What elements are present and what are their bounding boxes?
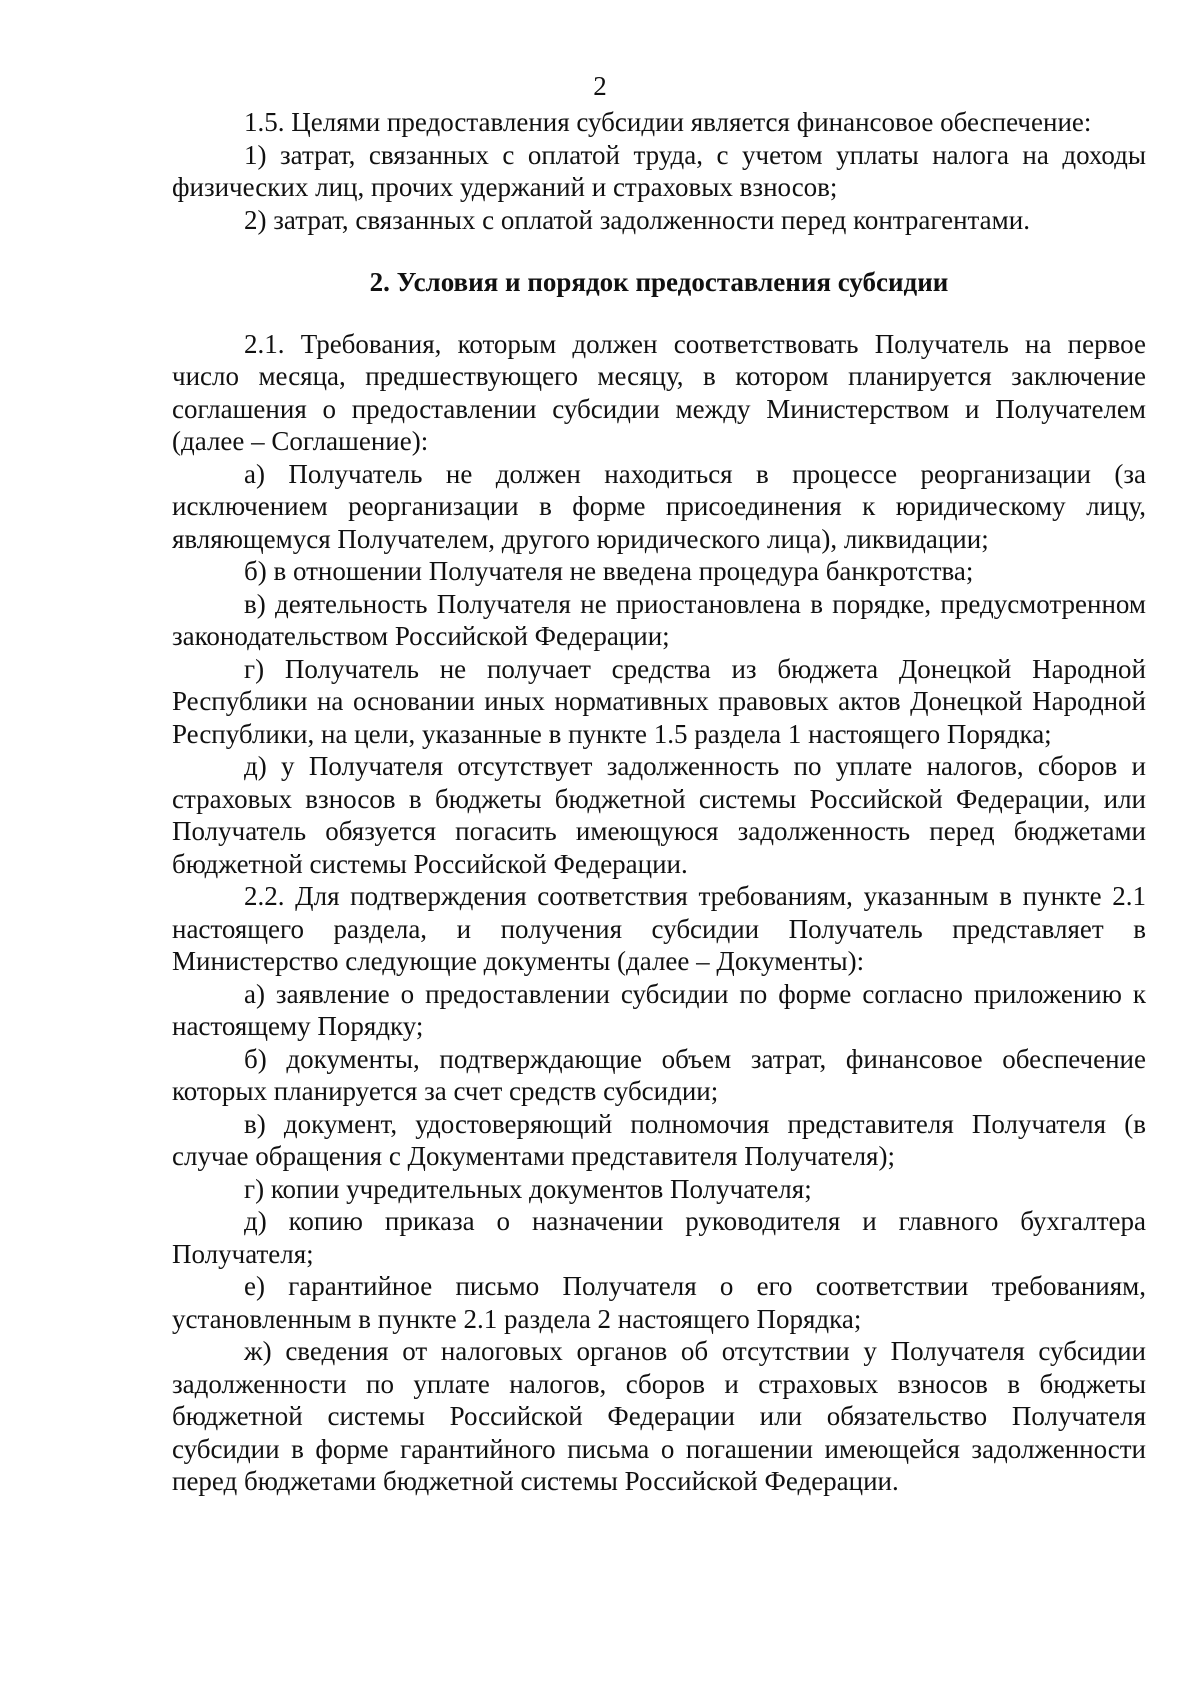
page-number: 2 [593,71,607,101]
document-body [172,106,1146,1498]
paragraph-2-1: 2.1. Требования, которым должен соответствовать Получатель на первое число месяца, предшествующего месяцу, в котором планируется заключение соглашения о предоставлении субсидии между Министерством и Получателем (далее – Соглашение): [172,328,1146,456]
paragraph-2-1-d: д) у Получателя отсутствует задолженность по уплате налогов, сборов и страховых взносов в бюджеты бюджетной системы Российской Федерации, или Получатель обязуется погасить имеющуюся задолженность перед бюджетами бюджетной системы Российской Федерации. [172,751,1146,879]
paragraph-2-2-v: в) документ, удостоверяющий полномочия представителя Получателя (в случае обращения с Документами представителя Получателя); [172,1108,1146,1171]
paragraph-2-2: 2.2. Для подтверждения соответствия требованиям, указанным в пункте 2.1 настоящего раздела, и получения субсидии Получатель представляет в Министерство следующие документы (далее – Документы): [172,881,1146,976]
paragraph-2-2-zh: ж) сведения от налоговых органов об отсутствии у Получателя субсидии задолженности по уплате налогов, сборов и страховых взносов в бюджеты бюджетной системы Российской Федерации или обязательство Получателя субсидии в форме гарантийного письма о погашении имеющейся задолженности перед бюджетами бюджетной системы Российской Федерации. [172,1336,1146,1496]
paragraph-2-2-d: д) копию приказа о назначении руководителя и главного бухгалтера Получателя; [172,1206,1146,1269]
paragraph-2-1-v: в) деятельность Получателя не приостановлена в порядке, предусмотренном законодательством Российской Федерации; [172,588,1146,651]
paragraph-2-2-a: а) заявление о предоставлении субсидии по форме согласно приложению к настоящему Порядку; [172,978,1146,1041]
section-2-heading: 2. Условия и порядок предоставления субсидии [369,267,949,297]
paragraph-2-1-g: г) Получатель не получает средства из бюджета Донецкой Народной Республики на основании иных нормативных правовых актов Донецкой Народной Республики, на цели, указанные в пункте 1.5 раздела 1 настоящего Порядка; [172,653,1146,749]
paragraph-1-5: 1.5. Целями предоставления субсидии является финансовое обеспечение: [244,107,1092,137]
paragraph-2-2-b: б) документы, подтверждающие объем затрат, финансовое обеспечение которых планируется за счет средств субсидии; [172,1043,1146,1106]
paragraph-1-5-item-1: 1) затрат, связанных с оплатой труда, с учетом уплаты налога на доходы физических лиц, прочих удержаний и страховых взносов; [172,139,1146,202]
paragraph-2-1-b: б) в отношении Получателя не введена процедура банкротства; [244,556,974,586]
paragraph-2-2-e: е) гарантийное письмо Получателя о его соответствии требованиям, установленным в пункте 2.1 раздела 2 настоящего Порядка; [172,1271,1146,1334]
paragraph-2-2-g: г) копии учредительных документов Получателя; [244,1173,812,1204]
paragraph-2-1-a: а) Получатель не должен находиться в процессе реорганизации (за исключением реорганизации в форме присоединения к юридическому лицу, являющемуся Получателем, другого юридического лица), ликвидации; [172,458,1146,554]
paragraph-1-5-item-2: 2) затрат, связанных с оплатой задолженности перед контрагентами. [244,204,1030,235]
